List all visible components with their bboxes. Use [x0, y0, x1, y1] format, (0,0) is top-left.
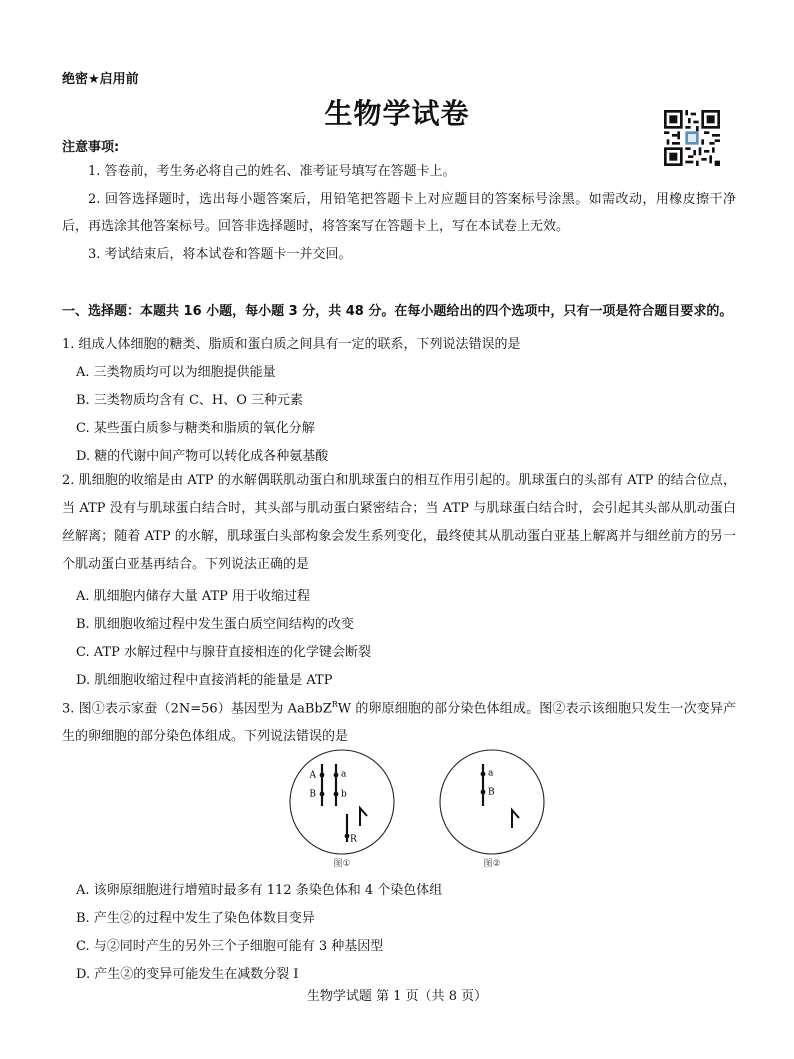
question-1-stem: 1. 组成人体细胞的糖类、脂质和蛋白质之间具有一定的联系，下列说法错误的是 — [62, 337, 521, 352]
q3-option-b: B. 产生②的过程中发生了染色体数目变异 — [76, 911, 315, 926]
q3-option-d: D. 产生②的变异可能发生在减数分裂 I — [76, 967, 299, 982]
notice-item: 3. 考试结束后，将本试卷和答题卡一并交回。 — [88, 247, 352, 262]
q1-option-b: B. 三类物质均含有 C、H、O 三种元素 — [76, 393, 304, 408]
gene-label-a: a — [341, 769, 347, 780]
q2-option-a: A. 肌细胞内储存大量 ATP 用于收缩过程 — [76, 589, 311, 604]
page-footer: 生物学试题 第 1 页（共 8 页） — [306, 989, 488, 1004]
confidential-mark: 绝密★启用前 — [62, 72, 139, 87]
gene-label-R: R — [350, 834, 357, 845]
q1-option-c: C. 某些蛋白质参与糖类和脂质的氧化分解 — [76, 421, 315, 436]
figure-1-caption: 图① — [333, 859, 351, 869]
notice-item: 2. 回答选择题时，选出每小题答案后，用铅笔把答题卡上对应题目的答案标号涂黑。如需改动，用橡皮擦干净后，再选涂其他答案标号。回答非选择题时，将答案写在答题卡上，写在本试卷上无效。 — [62, 192, 736, 234]
q2-option-c: C. ATP 水解过程中与腺苷直接相连的化学键会断裂 — [76, 645, 371, 660]
gene-label-B: B — [309, 789, 316, 800]
gene-label-B: B — [488, 787, 495, 798]
section-heading: 一、选择题：本题共 16 小题，每小题 3 分，共 48 分。在每小题给出的四个选项中，只有一项是符合题目要求的。 — [62, 304, 733, 319]
q3-option-c: C. 与②同时产生的另外三个子细胞可能有 3 种基因型 — [76, 939, 384, 954]
figure-1 — [288, 748, 398, 872]
gene-label-a: a — [488, 768, 494, 779]
question-2-stem: 2. 肌细胞的收缩是由 ATP 的水解偶联肌动蛋白和肌球蛋白的相互作用引起的。肌球蛋白的头部有 ATP 的结合位点，当 ATP 没有与肌球蛋白结合时，其头部与肌动蛋白紧密结合；当 ATP 与肌球蛋白结合时，会引起其头部从肌动蛋白丝解离；随着 ATP 的水解，肌球蛋白头部构象会发生系列变化，最终使其从肌动蛋白亚基上解离并与细丝前方的另一个肌动蛋白亚基再结合。下列说法正确的是 — [62, 473, 736, 572]
notice-item: 1. 答卷前，考生务必将自己的姓名、准考证号填写在答题卡上。 — [88, 164, 456, 179]
question-3-stem: 3. 图①表示家蚕（2N=56）基因型为 AaBbZ$^R$W 的卵原细胞的部分染色体组成。图②表示该细胞只发生一次变异产生的卵细胞的部分染色体组成。下列说法错误的是 — [62, 700, 736, 745]
page-title: 生物学试卷 — [324, 97, 470, 130]
q2-option-d: D. 肌细胞收缩过程中直接消耗的能量是 ATP — [76, 673, 333, 688]
gene-label-b: b — [341, 789, 347, 800]
figure-2-caption: 图② — [483, 859, 501, 869]
q1-option-d: D. 糖的代谢中间产物可以转化成各种氨基酸 — [76, 449, 329, 464]
q2-option-b: B. 肌细胞收缩过程中发生蛋白质空间结构的改变 — [76, 617, 354, 632]
q1-option-a: A. 三类物质均可以为细胞提供能量 — [76, 365, 276, 380]
q3-option-a: A. 该卵原细胞进行增殖时最多有 112 条染色体和 4 个染色体组 — [76, 883, 443, 898]
gene-label-A: A — [309, 770, 316, 781]
figure-2 — [438, 748, 548, 872]
notice-title: 注意事项: — [62, 140, 120, 155]
